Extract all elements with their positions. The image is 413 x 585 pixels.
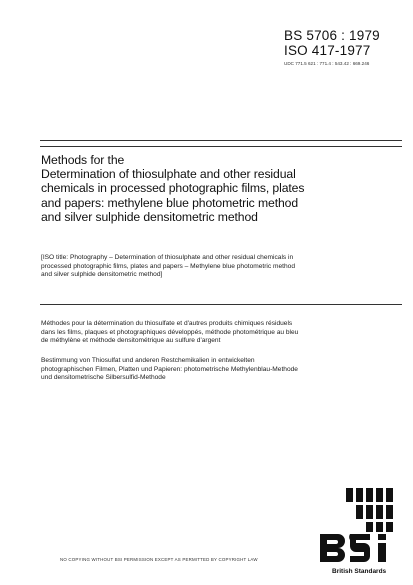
logo-caption: British Standards [332, 568, 387, 575]
document-title [41, 153, 391, 224]
bsi-logo [316, 486, 396, 568]
iso-title-line: processed photographic films, plates and papers – Methylene blue photometric method [41, 262, 296, 270]
top-rule [40, 140, 402, 141]
udc-reference: UDC 771.5 621 : 771.4 : 543.42 : 669.246 [284, 61, 370, 66]
iso-title-line: [ISO title: Photography – Determination of thiosulphate and other residual chemicals in [41, 254, 294, 261]
title-line: and papers: methylene blue photometric method [41, 195, 299, 210]
standard-number-block [284, 28, 404, 67]
title-line: Methods for the [41, 153, 125, 167]
german-title-line: Bestimmung von Thiosulfat und anderen Restchemikalien in entwickelten [41, 357, 255, 364]
title-rule [40, 146, 402, 147]
iso-title-line: and silver sulphide densitometric method] [41, 271, 163, 279]
german-title-line: und densitometrische Silbersulfid-Methode [41, 374, 166, 382]
german-title [41, 357, 396, 383]
german-title-line: photographischen Filmen, Platten und Papieren: photometrische Methylenblau-Methode [41, 365, 298, 373]
title-line: and silver sulphide densitometric method [41, 209, 258, 224]
french-title-line: de méthylène et méthode densitométrique au sulfure d'argent [41, 337, 221, 345]
title-line: chemicals in processed photographic films, plates [41, 181, 305, 196]
iso-number: ISO 417-1977 [284, 43, 371, 58]
title-line: Determination of thiosulphate and other residual [41, 167, 296, 182]
iso-title-note [41, 254, 396, 280]
bs-number: BS 5706 : 1979 [284, 28, 380, 43]
section-rule [40, 304, 402, 305]
french-title-line: Méthodes pour la détermination du thiosulfate et d'autres produits chimiques résiduels [41, 320, 293, 327]
french-title [41, 320, 396, 346]
copyright-notice: NO COPYING WITHOUT BSI PERMISSION EXCEPT AS PERMITTED BY COPYRIGHT LAW [60, 557, 258, 562]
french-title-line: dans les films, plaques et photographiques développés, méthode photométrique au bleu [41, 328, 299, 336]
